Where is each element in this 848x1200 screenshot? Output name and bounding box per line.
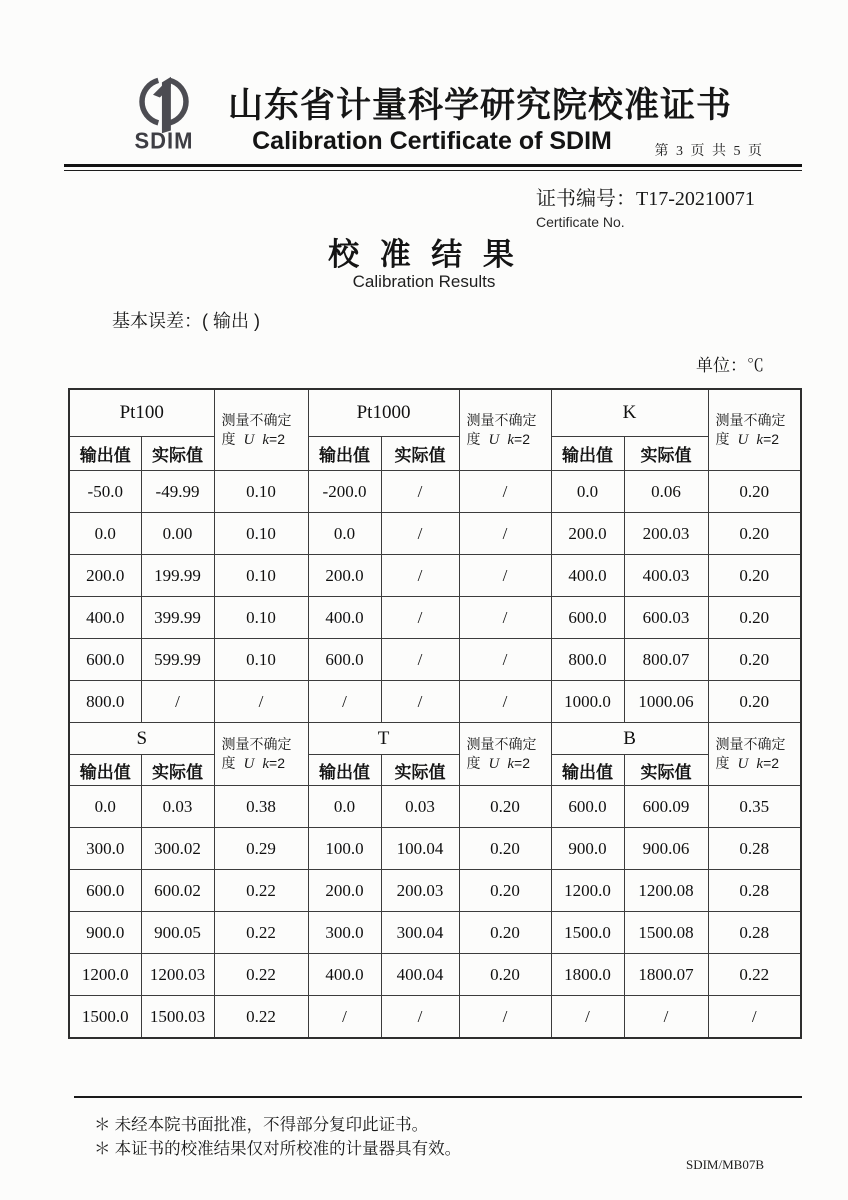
table-cell: /: [551, 996, 624, 1039]
table-cell: 400.03: [624, 555, 708, 597]
table-cell: 200.03: [381, 870, 459, 912]
table-cell: 1800.07: [624, 954, 708, 996]
uncertainty-header-line1: 测量不确定: [221, 736, 292, 752]
table-cell: 600.03: [624, 597, 708, 639]
table-cell: 1000.06: [624, 681, 708, 723]
table-cell: 0.20: [708, 471, 801, 513]
table-cell: /: [459, 471, 551, 513]
table-cell: 0.10: [214, 471, 308, 513]
uncertainty-header-line1: 测量不确定: [715, 736, 786, 752]
uncertainty-header: [708, 389, 801, 471]
table-cell: 0.10: [214, 513, 308, 555]
table-cell: 0.20: [459, 786, 551, 828]
table-cell: 200.0: [551, 513, 624, 555]
table-cell: 0.0: [308, 786, 381, 828]
sensor-type-header: K: [551, 389, 708, 437]
table-cell: 0.10: [214, 555, 308, 597]
uncertainty-header-line2: 度 U k=2: [466, 755, 531, 772]
table-cell: 900.06: [624, 828, 708, 870]
table-cell: /: [381, 513, 459, 555]
table-cell: /: [381, 471, 459, 513]
table-cell: 300.0: [69, 828, 141, 870]
uncertainty-header: [459, 389, 551, 471]
output-value-header: 输出值: [551, 755, 624, 786]
output-value-header: 输出值: [308, 755, 381, 786]
page-number: 第 3 页 共 5 页: [654, 144, 764, 159]
table-row: [69, 912, 801, 954]
table-cell: 600.0: [551, 786, 624, 828]
table-cell: 0.29: [214, 828, 308, 870]
table-cell: 1500.0: [551, 912, 624, 954]
table-cell: 900.05: [141, 912, 214, 954]
table-cell: 1200.0: [551, 870, 624, 912]
table-cell: 600.02: [141, 870, 214, 912]
table-cell: 0.35: [708, 786, 801, 828]
table-cell: 0.20: [708, 681, 801, 723]
calibration-table-wrap: [68, 388, 800, 1039]
unit-label: 单位：℃: [696, 356, 764, 375]
table-cell: /: [459, 996, 551, 1039]
table-cell: 900.0: [551, 828, 624, 870]
calibration-table: [68, 388, 802, 1039]
actual-value-header: 实际值: [141, 437, 214, 471]
table-cell: 400.04: [381, 954, 459, 996]
table-cell: 300.02: [141, 828, 214, 870]
table-column-header-row: [69, 437, 801, 471]
table-cell: 600.09: [624, 786, 708, 828]
table-cell: 800.07: [624, 639, 708, 681]
table-cell: 0.0: [69, 513, 141, 555]
table-cell: 0.20: [459, 954, 551, 996]
table-row: [69, 513, 801, 555]
table-cell: /: [708, 996, 801, 1039]
actual-value-header: 实际值: [381, 755, 459, 786]
results-title-chinese: 校 准 结 果: [328, 237, 520, 272]
table-cell: 0.10: [214, 597, 308, 639]
table-cell: 600.0: [69, 639, 141, 681]
footer-notes: [94, 1113, 461, 1161]
sdim-logo: [112, 70, 216, 154]
actual-value-header: 实际值: [624, 437, 708, 471]
uncertainty-header-line1: 测量不确定: [466, 736, 537, 752]
table-cell: /: [308, 681, 381, 723]
table-cell: 1200.08: [624, 870, 708, 912]
table-row: [69, 555, 801, 597]
table-cell: 1000.0: [551, 681, 624, 723]
table-cell: 400.0: [308, 954, 381, 996]
footer-divider: [74, 1096, 802, 1098]
table-cell: /: [141, 681, 214, 723]
table-cell: 0.20: [708, 513, 801, 555]
table-row: [69, 828, 801, 870]
table-cell: 400.0: [551, 555, 624, 597]
uncertainty-header-line2: 度 U k=2: [221, 755, 285, 772]
table-cell: 0.20: [459, 828, 551, 870]
table-cell: 0.0: [551, 471, 624, 513]
uncertainty-header-line1: 测量不确定: [466, 412, 537, 428]
uncertainty-header: [708, 723, 801, 786]
actual-value-header: 实际值: [624, 755, 708, 786]
header-title-chinese: 山东省计量科学研究院校准证书: [227, 86, 732, 125]
uncertainty-header-line2: 度 U k=2: [466, 431, 531, 448]
table-cell: 0.22: [214, 996, 308, 1039]
table-cell: 1200.03: [141, 954, 214, 996]
uncertainty-header-line2: 度 U k=2: [715, 431, 780, 448]
certificate-number-caption: Certificate No.: [536, 214, 625, 230]
uncertainty-header: [214, 389, 308, 471]
table-cell: 0.06: [624, 471, 708, 513]
table-cell: 1200.0: [69, 954, 141, 996]
table-cell: 0.28: [708, 912, 801, 954]
uncertainty-header: [459, 723, 551, 786]
table-cell: 0.38: [214, 786, 308, 828]
table-cell: /: [459, 597, 551, 639]
table-cell: 1500.0: [69, 996, 141, 1039]
table-cell: /: [459, 639, 551, 681]
table-cell: 200.0: [308, 870, 381, 912]
table-cell: 1500.08: [624, 912, 708, 954]
table-row: [69, 681, 801, 723]
basic-error-label: 基本误差：( 输出 ): [112, 311, 260, 331]
table-cell: 300.04: [381, 912, 459, 954]
table-cell: /: [381, 681, 459, 723]
header-title-english: Calibration Certificate of SDIM: [252, 127, 612, 155]
table-row: [69, 870, 801, 912]
table-cell: 0.22: [214, 912, 308, 954]
footer-note: ＊ 未经本院书面批准，不得部分复印此证书。: [94, 1115, 429, 1134]
table-cell: 1800.0: [551, 954, 624, 996]
table-cell: /: [381, 597, 459, 639]
table-cell: 0.20: [459, 912, 551, 954]
table-cell: 0.0: [69, 786, 141, 828]
table-cell: 600.0: [69, 870, 141, 912]
table-cell: 200.03: [624, 513, 708, 555]
uncertainty-header: [214, 723, 308, 786]
uncertainty-header-line1: 测量不确定: [715, 412, 786, 428]
sensor-type-header: B: [551, 723, 708, 755]
table-cell: /: [308, 996, 381, 1039]
table-cell: 199.99: [141, 555, 214, 597]
form-code: SDIM/MB07B: [685, 1157, 764, 1172]
table-cell: 600.0: [551, 597, 624, 639]
table-cell: 400.0: [308, 597, 381, 639]
table-cell: 0.28: [708, 828, 801, 870]
table-cell: /: [624, 996, 708, 1039]
uncertainty-header-line2: 度 U k=2: [221, 431, 285, 448]
footer-note: ＊ 本证书的校准结果仅对所校准的计量器具有效。: [94, 1139, 462, 1158]
sdim-logo-icon: [112, 70, 216, 136]
table-column-header-row: [69, 755, 801, 786]
table-row: [69, 786, 801, 828]
certificate-number-block: [536, 182, 755, 230]
table-cell: 0.22: [214, 954, 308, 996]
table-cell: 0.00: [141, 513, 214, 555]
table-cell: 1500.03: [141, 996, 214, 1039]
table-cell: /: [381, 996, 459, 1039]
table-row: [69, 996, 801, 1039]
actual-value-header: 实际值: [141, 755, 214, 786]
output-value-header: 输出值: [551, 437, 624, 471]
table-cell: 0.28: [708, 870, 801, 912]
table-row: [69, 639, 801, 681]
table-cell: /: [459, 555, 551, 597]
table-cell: /: [459, 513, 551, 555]
table-cell: 200.0: [308, 555, 381, 597]
logo-text: SDIM: [134, 127, 194, 154]
sensor-type-header: Pt1000: [308, 389, 459, 437]
table-cell: 0.03: [141, 786, 214, 828]
uncertainty-header-line1: 测量不确定: [221, 412, 292, 428]
table-cell: 200.0: [69, 555, 141, 597]
actual-value-header: 实际值: [381, 437, 459, 471]
table-cell: 0.20: [459, 870, 551, 912]
certificate-number-label: 证书编号：: [536, 188, 636, 210]
certificate-number-value: T17-20210071: [636, 188, 755, 210]
table-group-header-row: [69, 723, 801, 755]
output-value-header: 输出值: [69, 437, 141, 471]
table-cell: 600.0: [308, 639, 381, 681]
table-cell: 400.0: [69, 597, 141, 639]
header-divider: [64, 164, 802, 171]
table-cell: -200.0: [308, 471, 381, 513]
sensor-type-header: S: [69, 723, 214, 755]
uncertainty-header-line2: 度 U k=2: [715, 755, 780, 772]
table-cell: 0.22: [708, 954, 801, 996]
table-cell: -49.99: [141, 471, 214, 513]
sensor-type-header: Pt100: [69, 389, 214, 437]
table-cell: 900.0: [69, 912, 141, 954]
table-row: [69, 597, 801, 639]
table-row: [69, 954, 801, 996]
table-cell: 399.99: [141, 597, 214, 639]
table-cell: 800.0: [69, 681, 141, 723]
table-cell: 0.22: [214, 870, 308, 912]
table-cell: 0.03: [381, 786, 459, 828]
table-cell: /: [381, 555, 459, 597]
table-cell: 300.0: [308, 912, 381, 954]
table-cell: 0.20: [708, 555, 801, 597]
table-cell: 0.0: [308, 513, 381, 555]
results-title-english: Calibration Results: [352, 272, 496, 291]
output-value-header: 输出值: [308, 437, 381, 471]
table-row: [69, 471, 801, 513]
table-cell: -50.0: [69, 471, 141, 513]
table-cell: /: [381, 639, 459, 681]
table-cell: 599.99: [141, 639, 214, 681]
table-cell: 0.20: [708, 597, 801, 639]
table-cell: /: [459, 681, 551, 723]
sensor-type-header: T: [308, 723, 459, 755]
table-cell: /: [214, 681, 308, 723]
table-cell: 0.20: [708, 639, 801, 681]
table-cell: 100.0: [308, 828, 381, 870]
table-group-header-row: [69, 389, 801, 437]
table-cell: 100.04: [381, 828, 459, 870]
table-cell: 0.10: [214, 639, 308, 681]
table-cell: 800.0: [551, 639, 624, 681]
output-value-header: 输出值: [69, 755, 141, 786]
